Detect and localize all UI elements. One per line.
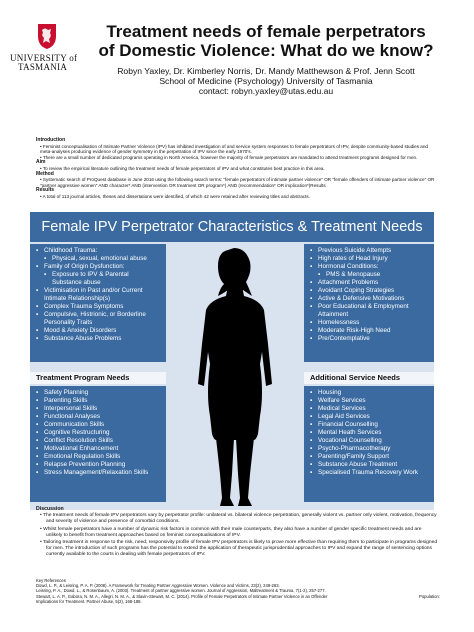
characteristic-item: ▪ PMS & Menopause	[310, 271, 428, 279]
characteristic-item: ▪ Hormonal Conditions:	[310, 263, 428, 271]
service-need-item: ▪ Mental Heath Services	[310, 429, 428, 437]
poster-header	[0, 0, 474, 100]
intro-bullet: • There are a small number of dedicated programs operating in North America, however the majority of female perpetrators are mandated to attend treatment programs designed for men.	[40, 154, 418, 160]
references-heading: Key References	[36, 578, 66, 583]
characteristic-item: ▪ Pre/Contemplative	[310, 335, 428, 343]
intro-bullet: • Feminist conceptualisation of Intimate Partner Violence (IPV) has inhibited investigation of and service system responses to female perpetrators of IPV, despite community-based studies and meta-analyses producing evidence of gender symmetry in the perpetration of IPV since the early 1970's.	[40, 143, 428, 155]
author-affiliation: School of Medicine (Psychology) University of Tasmania	[159, 76, 373, 86]
discussion-bullet: • The treatment needs of female IPV perpetrators vary by perpetrator profile: unilateral vs. bilateral violence perpetration, generally violent vs. partner only violent, motivation, frequency and severity of violence and presence of comorbid conditions.	[40, 513, 437, 524]
treatment-need-item: ▪ Stress Management/Relaxation Skills	[36, 469, 160, 477]
treatment-need-item: ▪ Relapse Prevention Planning	[36, 461, 160, 469]
discussion-bullet: • Whilst female perpetrators have a number of dynamic risk factors in common with their male counterparts, they also have a number of gender specific treatment needs and are unlikely to benefit from treatment approaches based on feminist conceptualisations of IPV.	[40, 526, 422, 538]
characteristic-item: ▪ Attachment Problems	[310, 279, 428, 287]
title-line1: Treatment needs of female perpetrators	[106, 22, 426, 41]
introduction-heading: Introduction	[36, 137, 66, 143]
woman-silhouette-icon	[168, 244, 302, 510]
characteristics-left-list	[36, 247, 160, 343]
results-bullet: • A total of 113 journal articles, theses and dissertations were identified, of which 42 were retained after reviewing titles and abstracts.	[40, 193, 310, 199]
service-need-item: ▪ Substance Abuse Treatment	[310, 461, 428, 469]
treatment-need-item: ▪ Interpersonal Skills	[36, 405, 160, 413]
service-need-item: ▪ Specialised Trauma Recovery Work	[310, 469, 428, 477]
characteristic-item: ▪ Substance Abuse Problems	[36, 335, 160, 343]
characteristics-right-list	[310, 247, 428, 343]
characteristic-item: ▪ Victimisation in Past and/or Current Intimate Relationship(s)	[36, 287, 160, 303]
lion-crest-icon	[36, 22, 58, 50]
treatment-need-item: ▪ Cognitive Restructuring	[36, 429, 160, 437]
characteristic-item: ▪ Moderate Risk-High Need	[310, 327, 428, 335]
author-names: Robyn Yaxley, Dr. Kimberley Norris, Dr. Mandy Matthewson & Prof. Jenn Scott	[117, 66, 415, 76]
method-bullet: • Systematic search of ProQuest database in June 2016 using the following search terms: "female perpetrators of intimate partner violence" OR "female offenders of intimate partner violence" OR "partner aggressive women" AND character* AND (intervention OR treatment OR program*) AND (recommendation* OR implication*)Results	[40, 177, 435, 188]
discussion-bullet: • Tailoring treatment in response to the risk, need, responsivity profile of female IPV perpetrators is likely to prove more effective than requiring them to participate in programs designed for men. The introduction of such programs has the potential to extend the application of therapeutic jurisprudential approaches to IPV and expand the range of sentencing options currently available to the courts in dealing with female perpetrators of IPV.	[40, 540, 438, 557]
service-need-item: ▪ Medical Services	[310, 405, 428, 413]
characteristic-item: ▪ Active & Defensive Motivations	[310, 295, 428, 303]
wordmark-line2: TASMANIA	[18, 62, 68, 72]
poster-title	[62, 22, 470, 60]
characteristic-item: ▪ Compulsive, Histrionic, or Borderline Personality Traits	[36, 311, 160, 327]
characteristics-left-box	[30, 244, 166, 362]
treatment-need-item: ▪ Functional Analyses	[36, 413, 160, 421]
treatment-need-item: ▪ Parenting Skills	[36, 397, 160, 405]
treatment-need-item: ▪ Motivational Enhancement	[36, 445, 160, 453]
characteristic-item: ▪ Complex Trauma Symptoms	[36, 303, 160, 311]
treatment-needs-box	[30, 386, 166, 502]
characteristic-item: ▪ Mood & Anxiety Disorders	[36, 327, 160, 335]
reference-line: Dowd, L. P., & Leisring, P. A. P. (2008). A Framework for Treating Partner Aggressive Women. Violence and Victims, 23(2), 249-263.	[36, 583, 280, 589]
service-need-item: ▪ Parenting/Family Support	[310, 453, 428, 461]
characteristic-item: ▪ Physical, sexual, emotional abuse	[36, 255, 160, 263]
discussion-heading: Discussion	[36, 506, 64, 512]
references-section	[36, 578, 440, 604]
service-need-item: ▪ Housing	[310, 389, 428, 397]
discussion-section	[36, 506, 438, 560]
treatment-need-item: ▪ Emotional Regulation Skills	[36, 453, 160, 461]
treatment-need-item: ▪ Conflict Resolution Skills	[36, 437, 160, 445]
characteristic-item: ▪ Family of Origin Dysfunction:	[36, 263, 160, 271]
service-need-item: ▪ Welfare Services	[310, 397, 428, 405]
panel-banner-title: Female IPV Perpetrator Characteristics & Treatment Needs	[41, 219, 423, 235]
title-line2: of Domestic Violence: What do we know?	[98, 41, 434, 60]
results-heading: Results	[36, 187, 55, 194]
characteristic-item: ▪ High rates of Head Injury	[310, 255, 428, 263]
service-need-item: ▪ Vocational Counselling	[310, 437, 428, 445]
service-needs-box	[304, 386, 434, 502]
treatment-need-item: ▪ Safety Planning	[36, 389, 160, 397]
treatment-needs-list	[36, 389, 160, 477]
reference-line: Stewart, L. A. P., Gabora, N. M. A., Allegri, N. M. A., & Slavin-Stewart, M. C. (2014). Profile of Female Perpetrators of Intimate Partner Violence in an Offender Population:	[36, 593, 440, 599]
characteristic-item: ▪ Previous Suicide Attempts	[310, 247, 428, 255]
characteristic-item: ▪ Homelessness	[310, 319, 428, 327]
service-needs-list	[310, 389, 428, 477]
treatment-needs-heading: Treatment Program Needs	[30, 372, 166, 384]
characteristic-item: ▪ Childhood Trauma:	[36, 247, 160, 255]
service-need-item: ▪ Psycho-Pharmacotherapy	[310, 445, 428, 453]
treatment-need-item: ▪ Communication Skills	[36, 421, 160, 429]
characteristic-item: ▪ Poor Educational & Employment Attainment	[310, 303, 428, 319]
author-contact: contact: robyn.yaxley@utas.edu.au	[198, 86, 334, 96]
author-block	[62, 66, 470, 96]
service-need-item: ▪ Financial Counselling	[310, 421, 428, 429]
service-need-item: ▪ Legal Aid Services	[310, 413, 428, 421]
characteristic-item: ▪ Avoidant Coping Strategies	[310, 287, 428, 295]
intro-section	[36, 138, 436, 200]
reference-line: Implications for Treatment. Partner Abuse, 5(2), 168-188.	[36, 598, 142, 604]
method-heading: Method	[36, 170, 54, 177]
aim-heading: Aim	[36, 159, 46, 166]
characteristic-item: ▪ Exposure to IPV & Parental Substance abuse	[36, 271, 160, 287]
service-needs-heading: Additional Service Needs	[304, 372, 434, 384]
aim-bullet: • To review the empirical literature outlining the treatment needs of female perpetrators of IPV and what constitutes best practice in this area.	[40, 165, 325, 171]
wordmark-line1: UNIVERSITY of	[10, 53, 78, 63]
characteristics-right-box	[304, 244, 434, 362]
reference-line: Leisring, P. A., Dowd, L., & Rosenbaum, A. (2003). Treatment of partner aggressive women. Journal of Aggression, Maltreatment & Trauma, 7(1-2), 257-277.	[36, 588, 326, 594]
